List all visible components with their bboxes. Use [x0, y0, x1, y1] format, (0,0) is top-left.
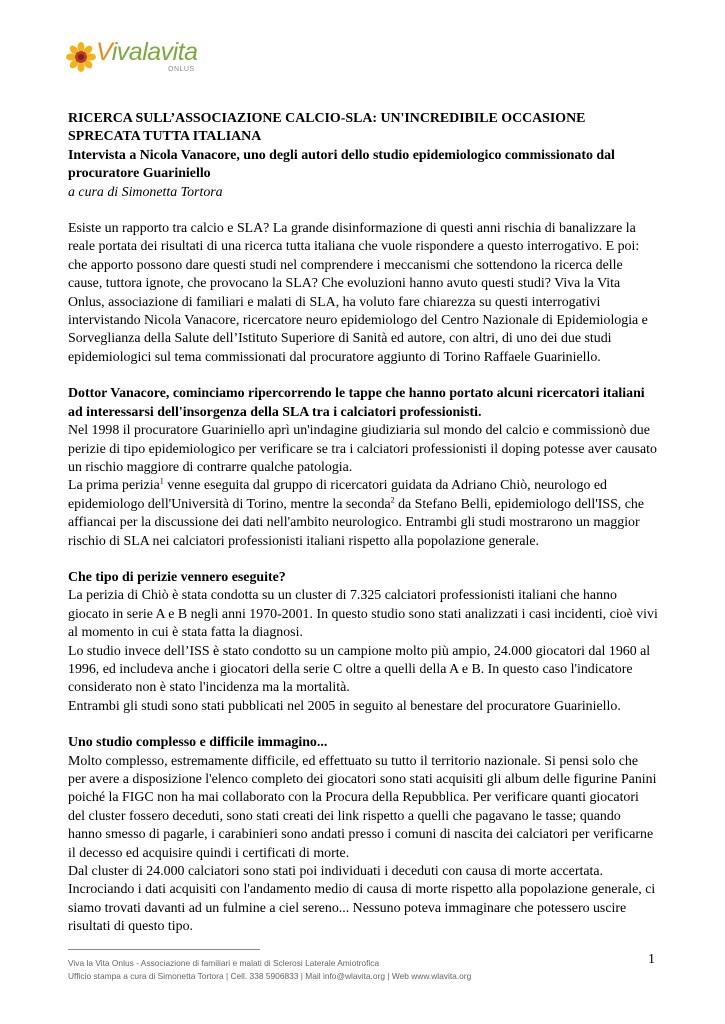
article-byline: a cura di Simonetta Tortora — [68, 184, 223, 200]
article-subtitle: Intervista a Nicola Vanacore, uno degli autori dello studio epidemiologico commissionato dal procuratore Guariniello — [68, 147, 615, 182]
question-2: Che tipo di perizie vennero eseguite? — [68, 569, 286, 585]
answer-1-paragraph-2: La prima perizia$^1$ venne eseguita dal gruppo di ricercatori guidata da Adriano Chiò, neurologo ed epidemiologo dell'Università di Torino, mentre la seconda$^2$ da Stefano Belli, epidemiologo dell'ISS, che affiancai per la discussione dei dati nell'ambito neurologico. Entrambi gli studi mostrarono un maggior rischio di SLA nei calciatori professionisti italiani rispetto alla popolazione generale. — [68, 476, 645, 549]
footer-line-2: Ufficio stampa a cura di Simonetta Tortora | Cell. 338 5906833 | Mail info@wlavita.org | Web www.wlavita.org — [68, 971, 472, 981]
logo — [66, 38, 196, 82]
answer-2-paragraph-1: La perizia di Chiò è stata condotta su un cluster di 7.325 calciatori professionisti italiani che hanno giocato in serie A e B negli anni 1970-2001. In questo studio sono stati analizzati i casi incidenti, cioè vivi al momento in cui è stata fatta la diagnosi. — [68, 588, 658, 641]
intro-paragraph: Esiste un rapporto tra calcio e SLA? La grande disinformazione di questi anni rischia di banalizzare la reale portata dei risultati di una ricerca tutta italiana che vuole rispondere a questo interrogativo. E poi: che apporto possono dare questi studi nel comprendere i meccanismi che sottendono la ricerca delle cause, tuttora ignote, che provocano la SLA? Che evoluzioni hanno avuto questi studi? Viva la Vita Onlus, associazione di familiari e malati di SLA, ha voluto fare chiarezza su questi interrogativi intervistando Nicola Vanacore, ricercatore neuro epidemiologo del Centro Nazionale di Epidemiologia e Sorveglianza della Salute dell’Istituto Superiore di Sanità ed autore, con altri, di uno dei due studi epidemiologici sul tema commissionati dal procuratore aggiunto di Torino Raffaele Guariniello. — [68, 221, 648, 365]
answer-2-paragraph-3: Entrambi gli studi sono stati pubblicati nel 2005 in seguito al benestare del procuratore Guariniello. — [68, 698, 621, 714]
question-3: Uno studio complesso e difficile immagino... — [68, 735, 328, 751]
footer-line-1: Viva la Vita Onlus - Associazione di familiari e malati di Sclerosi Laterale Amiotrofica — [68, 958, 380, 968]
footer-divider — [68, 949, 260, 950]
article-title: RICERCA SULL’ASSOCIAZIONE CALCIO-SLA: UN'INCREDIBILE OCCASIONE SPRECATA TUTTA ITALIANA — [68, 111, 586, 145]
footnote-ref-2[interactable]: 2 — [390, 495, 395, 505]
answer-2-paragraph-2: Lo studio invece dell’ISS è stato condotto su un campione molto più ampio, 24.000 giocatori dal 1960 al 1996, ed includeva anche i giocatori della serie C oltre a quelli della A e B. In questo caso l'indicatore considerato non è stato l'incidenza ma la mortalità. — [68, 643, 651, 696]
article — [68, 110, 658, 937]
logo-subtitle: ONLUS — [168, 66, 195, 73]
logo-wordmark: Vivalavita — [96, 38, 198, 66]
page-number: 1 — [648, 952, 655, 967]
footer — [68, 957, 588, 983]
question-1: Dottor Vanacore, cominciamo ripercorrendo le tappe che hanno portato alcuni ricercatori italiani ad interessarsi dell'insorgenza della SLA tra i calciatori professionisti. — [68, 386, 645, 420]
answer-3-paragraph-2: Dal cluster di 24.000 calciatori sono stati poi individuati i deceduti con causa di morte accertata. Incrociando i dati acquisiti con l'andamento medio di causa di morte rispetto alla popolazione generale, ci siamo trovati davanti ad un fulmine a ciel sereno... Nessuno poteva immaginare che potessero uscire risultati di questo tipo. — [68, 864, 656, 935]
answer-1-paragraph-1: Nel 1998 il procuratore Guariniello aprì un'indagine giudiziaria sul mondo del calcio e commissionò due perizie di tipo epidemiologico per verificare se tra i calciatori professionisti il doping potesse aver causato un rischio maggiore di contrarre qualche patologia. — [68, 423, 657, 475]
sunflower-icon — [66, 42, 96, 72]
footnote-ref-1[interactable]: 1 — [159, 476, 164, 486]
answer-3-paragraph-1: Molto complesso, estremamente difficile, ed effettuato su tutto il territorio nazionale. Si pensi solo che per avere a disposizione l'elenco completo dei giocatori sono stati acquisiti gli album delle figurine Panini poiché la FIGC non ha mai collaborato con la Procura della Repubblica. Per verificare quanti giocatori del cluster fossero deceduti, sono stati creati dei link rispetto a quelli che pagavano le tasse; quando hanno smesso di pagarle, i carabinieri sono andati presso i comuni di nascita dei calciatori per verificarne il decesso ed acquisire quindi i certificati di morte. — [68, 753, 657, 861]
